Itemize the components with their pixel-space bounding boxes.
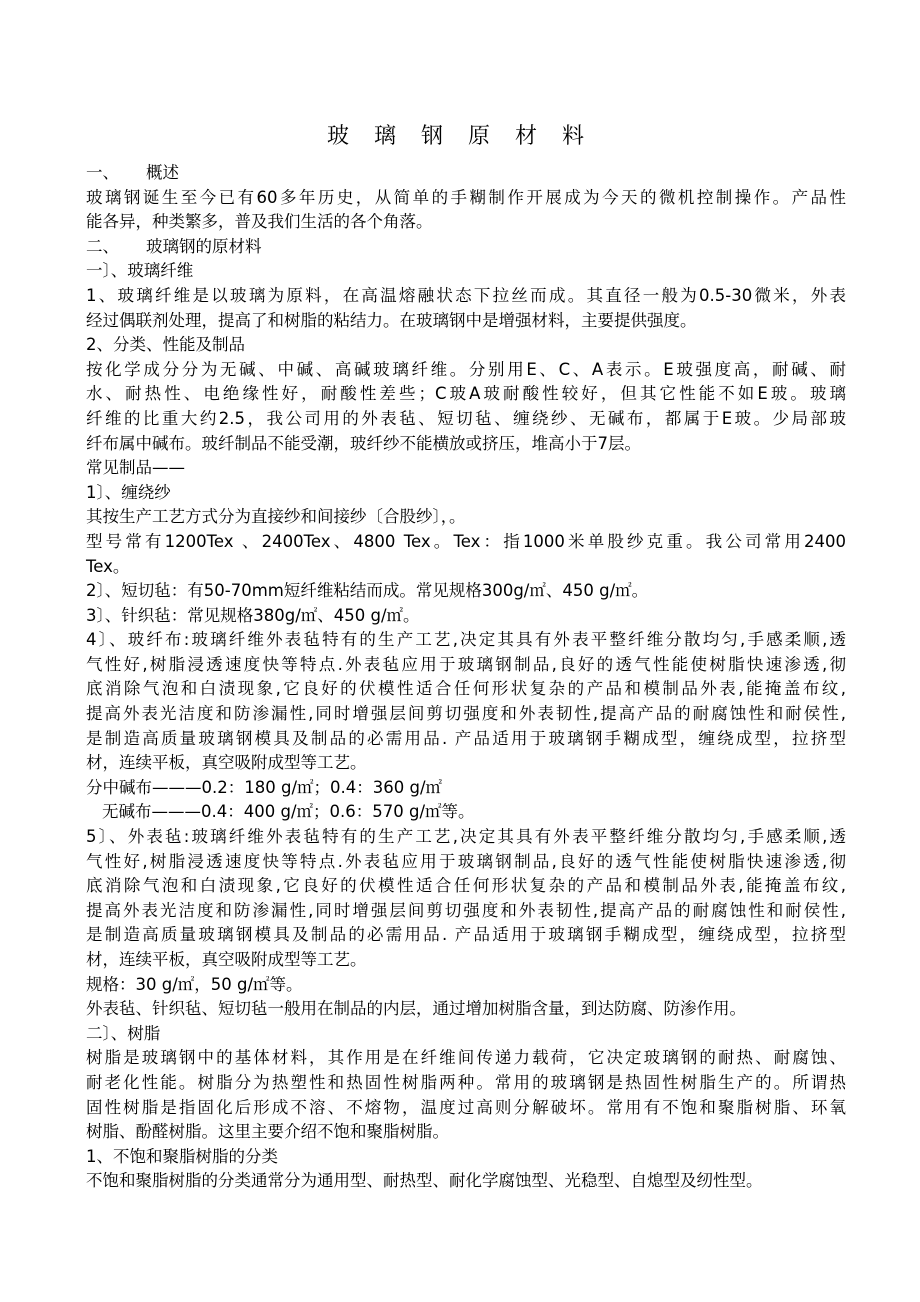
paragraph-line: 能各异，种类繁多，普及我们生活的各个角落。 <box>86 212 433 232</box>
paragraph-line: 无碱布———0.4：400 g/㎡；0.6：570 g/㎡等。 <box>102 802 475 822</box>
paragraph-line: 固性树脂是指固化后形成不溶、不熔物，温度过高则分解破坏。常用有不饱和聚脂树脂、环氧 <box>86 1097 846 1117</box>
document-title: 玻 璃 钢 原 材 料 <box>327 124 593 149</box>
item-heading: 常见制品—— <box>86 458 185 478</box>
paragraph-line: 2〕、短切毡：有50-70mm短纤维粘结而成。常见规格300g/㎡、450 g/㎡。 <box>86 581 649 601</box>
paragraph-line: 经过偶联剂处理，提高了和树脂的粘结力。在玻璃钢中是增强材料，主要提供强度。 <box>86 310 697 330</box>
paragraph-line: 提高外表光洁度和防渗漏性,同时增强层间剪切强度和外表韧性,提高产品的耐腐蚀性和耐侯性, <box>86 704 846 724</box>
paragraph-line: 提高外表光洁度和防渗漏性,同时增强层间剪切强度和外表韧性,提高产品的耐腐蚀性和耐侯性, <box>86 900 846 920</box>
paragraph-line: 纤布属中碱布。玻纤制品不能受潮，玻纤纱不能横放或挤压，堆高小于7层。 <box>86 433 641 453</box>
item-heading: 1〕、缠绕纱 <box>86 482 171 502</box>
paragraph-line: 外表毡、针织毡、短切毡一般用在制品的内层，通过增加树脂含量，到达防腐、防渗作用。 <box>86 999 746 1019</box>
paragraph-line: 材，连续平板，真空吸附成型等工艺。 <box>86 753 367 773</box>
section-number: 一、 <box>86 163 119 182</box>
item-heading: 1、不饱和聚脂树脂的分类 <box>86 1146 278 1166</box>
paragraph-line: 纤维的比重大约2.5，我公司用的外表毡、短切毡、缠绕纱、无碱布，都属于E玻。少局部玻 <box>86 408 846 428</box>
paragraph-line: Tex。 <box>86 556 130 576</box>
paragraph-line: 底消除气泡和白渍现象,它良好的伏模性适合任何形状复杂的产品和模制品外表,能掩盖布纹, <box>86 876 846 896</box>
subsection-heading: 一〕、玻璃纤维 <box>86 261 194 281</box>
paragraph-line: 按化学成分分为无碱、中碱、高碱玻璃纤维。分别用E、C、A表示。E玻强度高，耐碱、耐 <box>86 359 846 379</box>
paragraph-line: 1、玻璃纤维是以玻璃为原料，在高温熔融状态下拉丝而成。其直径一般为0.5-30微米，外表 <box>86 285 846 305</box>
section-heading <box>86 235 846 260</box>
section-title: 玻璃钢的原材料 <box>146 236 262 256</box>
section-heading <box>86 161 846 186</box>
paragraph-line: 不饱和聚脂树脂的分类通常分为通用型、耐热型、耐化学腐蚀型、光稳型、自熄型及纫性型。 <box>86 1171 763 1191</box>
item-heading: 2、分类、性能及制品 <box>86 335 245 355</box>
paragraph-line: 玻璃钢诞生至今已有60多年历史，从简单的手糊制作开展成为今天的微机控制操作。产品性 <box>86 187 846 207</box>
section-title: 概述 <box>146 163 179 182</box>
paragraph-line: 气性好,树脂浸透速度快等特点.外表毡应用于玻璃钢制品,良好的透气性能使树脂快速渗透,彻 <box>86 851 846 871</box>
document-body <box>86 161 846 1194</box>
paragraph-line: 5〕、外表毡:玻璃纤维外表毡特有的生产工艺,决定其具有外表平整纤维分散均匀,手感柔顺,透 <box>86 827 846 847</box>
paragraph-line: 水、耐热性、电绝缘性好，耐酸性差些；C玻A玻耐酸性较好，但其它性能不如E玻。玻璃 <box>86 384 846 404</box>
paragraph-line: 树脂、酚醛树脂。这里主要介绍不饱和聚脂树脂。 <box>86 1122 449 1142</box>
paragraph-line: 气性好,树脂浸透速度快等特点.外表毡应用于玻璃钢制品,良好的透气性能使树脂快速渗透,彻 <box>86 654 846 674</box>
paragraph-line: 是制造高质量玻璃钢模具及制品的必需用品. 产品适用于玻璃钢手糊成型，缠绕成型，拉挤型 <box>86 925 846 945</box>
paragraph-line: 分中碱布———0.2：180 g/㎡；0.4：360 g/㎡ <box>86 777 443 797</box>
paragraph-line: 规格：30 g/㎡，50 g/㎡等。 <box>86 974 303 994</box>
paragraph-line: 底消除气泡和白渍现象,它良好的伏模性适合任何形状复杂的产品和模制品外表,能掩盖布纹, <box>86 679 846 699</box>
subsection-heading: 二〕、树脂 <box>86 1023 161 1043</box>
paragraph-line: 耐老化性能。树脂分为热塑性和热固性树脂两种。常用的玻璃钢是热固性树脂生产的。所谓热 <box>86 1072 846 1092</box>
paragraph-line: 型号常有1200Tex 、2400Tex、4800 Tex。Tex：指1000米单股纱克重。我公司常用2400 <box>86 531 846 551</box>
paragraph-line: 是制造高质量玻璃钢模具及制品的必需用品. 产品适用于玻璃钢手糊成型，缠绕成型，拉挤型 <box>86 728 846 748</box>
paragraph-line: 4〕、玻纤布:玻璃纤维外表毡特有的生产工艺,决定其具有外表平整纤维分散均匀,手感柔顺,透 <box>86 630 846 650</box>
paragraph-line: 材，连续平板，真空吸附成型等工艺。 <box>86 950 367 969</box>
section-number: 二、 <box>86 236 119 256</box>
paragraph-line: 3〕、针织毡：常见规格380g/㎡、450 g/㎡。 <box>86 605 420 625</box>
paragraph-line: 其按生产工艺方式分为直接纱和间接纱〔合股纱〕，。 <box>86 507 466 527</box>
paragraph-line: 树脂是玻璃钢中的基体材料，其作用是在纤维间传递力载荷，它决定玻璃钢的耐热、耐腐蚀、 <box>86 1048 846 1068</box>
